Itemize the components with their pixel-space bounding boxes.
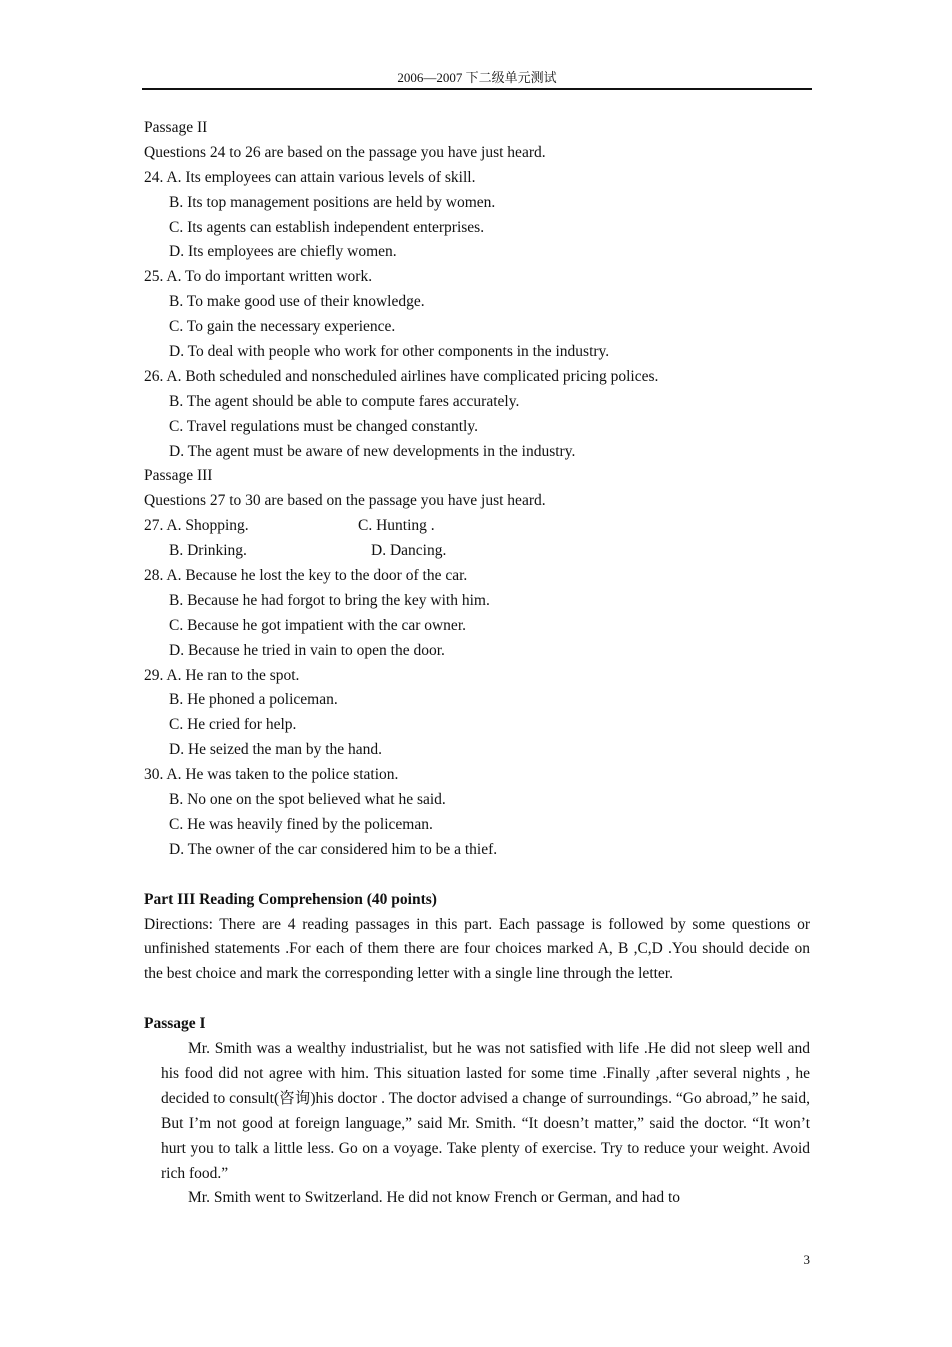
question-25-option-b: B. To make good use of their knowledge. (169, 293, 425, 311)
passage-heading: Passage III (144, 467, 213, 485)
question-28-option-a: 28. A. Because he lost the key to the door of the car. (144, 567, 468, 585)
question-30-option-b: B. No one on the spot believed what he said. (169, 791, 446, 809)
question-26-option-a: 26. A. Both scheduled and nonscheduled airlines have complicated pricing polices. (144, 367, 659, 385)
passage-heading: Passage II (144, 119, 208, 136)
question-30-option-d: D. The owner of the car considered him to be a thief. (169, 840, 498, 858)
question-26-option-c: C. Travel regulations must be changed constantly. (169, 417, 478, 435)
question-29-option-b: B. He phoned a policeman. (169, 691, 338, 709)
question-25-option-d: D. To deal with people who work for other components in the industry. (169, 343, 610, 361)
question-27-option-d: D. Dancing. (371, 542, 447, 560)
question-25-option-a: 25. A. To do important written work. (144, 268, 373, 286)
question-30-option-a: 30. A. He was taken to the police station. (144, 766, 399, 784)
question-27-option-b: B. Drinking. (169, 542, 247, 560)
question-24-option-a: 24. A. Its employees can attain various levels of skill. (144, 168, 476, 186)
passage-intro: Questions 27 to 30 are based on the passage you have just heard. (144, 492, 546, 510)
reading-paragraph-1: Mr. Smith was a wealthy industrialist, but he was not satisfied with life .He did not sleep well and his food did not agree with him. This situation lasted for some time .Finally ,after several nights , he decided to consult(咨询)his doctor . The doctor advised a change of surroundings. “Go abroad,” he said, But I’m not good at foreign language,” said Mr. Smith. “It doesn’t matter,” said the doctor. “It won’t hurt you to talk a little less. Go on a voyage. Take plenty of exercise. Try to reduce your weight. Avoid rich food.” (161, 1040, 810, 1182)
question-26-option-d: D. The agent must be aware of new developments in the industry. (169, 442, 576, 460)
reading-paragraph-2: Mr. Smith went to Switzerland. He did not know French or German, and had to (188, 1189, 681, 1207)
question-28-option-d: D. Because he tried in vain to open the door. (169, 641, 445, 659)
question-27-row-1 (144, 514, 810, 539)
question-24-option-b: B. Its top management positions are held by women. (169, 193, 496, 211)
question-27-option-c: C. Hunting . (358, 517, 435, 535)
question-27-option-a: 27. A. Shopping. (144, 517, 249, 535)
question-24-option-d: D. Its employees are chiefly women. (169, 243, 397, 261)
question-29-option-c: C. He cried for help. (169, 716, 297, 734)
spacer (144, 987, 810, 1012)
spacer (144, 863, 810, 888)
page-content (144, 116, 810, 1211)
passage-intro: Questions 24 to 26 are based on the passage you have just heard. (144, 143, 546, 161)
question-24-option-c: C. Its agents can establish independent enterprises. (169, 218, 485, 236)
question-28-option-b: B. Because he had forgot to bring the key with him. (169, 591, 490, 609)
question-27-row-2 (144, 539, 810, 564)
question-30-option-c: C. He was heavily fined by the policeman. (169, 815, 433, 833)
directions-text: Directions: There are 4 reading passages in this part. Each passage is followed by some questions or unfinished statements .For each of them there are four choices marked A, B ,C,D .You should decide on the best choice and mark the corresponding letter with a single line through the letter. (144, 915, 810, 983)
page-header: 2006—2007 下二级单元测试 (397, 70, 557, 85)
page-number: 3 (803, 1252, 810, 1267)
question-25-option-c: C. To gain the necessary experience. (169, 318, 396, 336)
question-26-option-b: B. The agent should be able to compute fares accurately. (169, 392, 520, 410)
header-rule (142, 88, 812, 90)
question-29-option-d: D. He seized the man by the hand. (169, 741, 383, 759)
reading-passage-heading: Passage I (144, 1015, 206, 1033)
section-heading: Part III Reading Comprehension (40 points) (144, 890, 437, 908)
question-28-option-c: C. Because he got impatient with the car owner. (169, 616, 466, 634)
question-29-option-a: 29. A. He ran to the spot. (144, 666, 300, 684)
